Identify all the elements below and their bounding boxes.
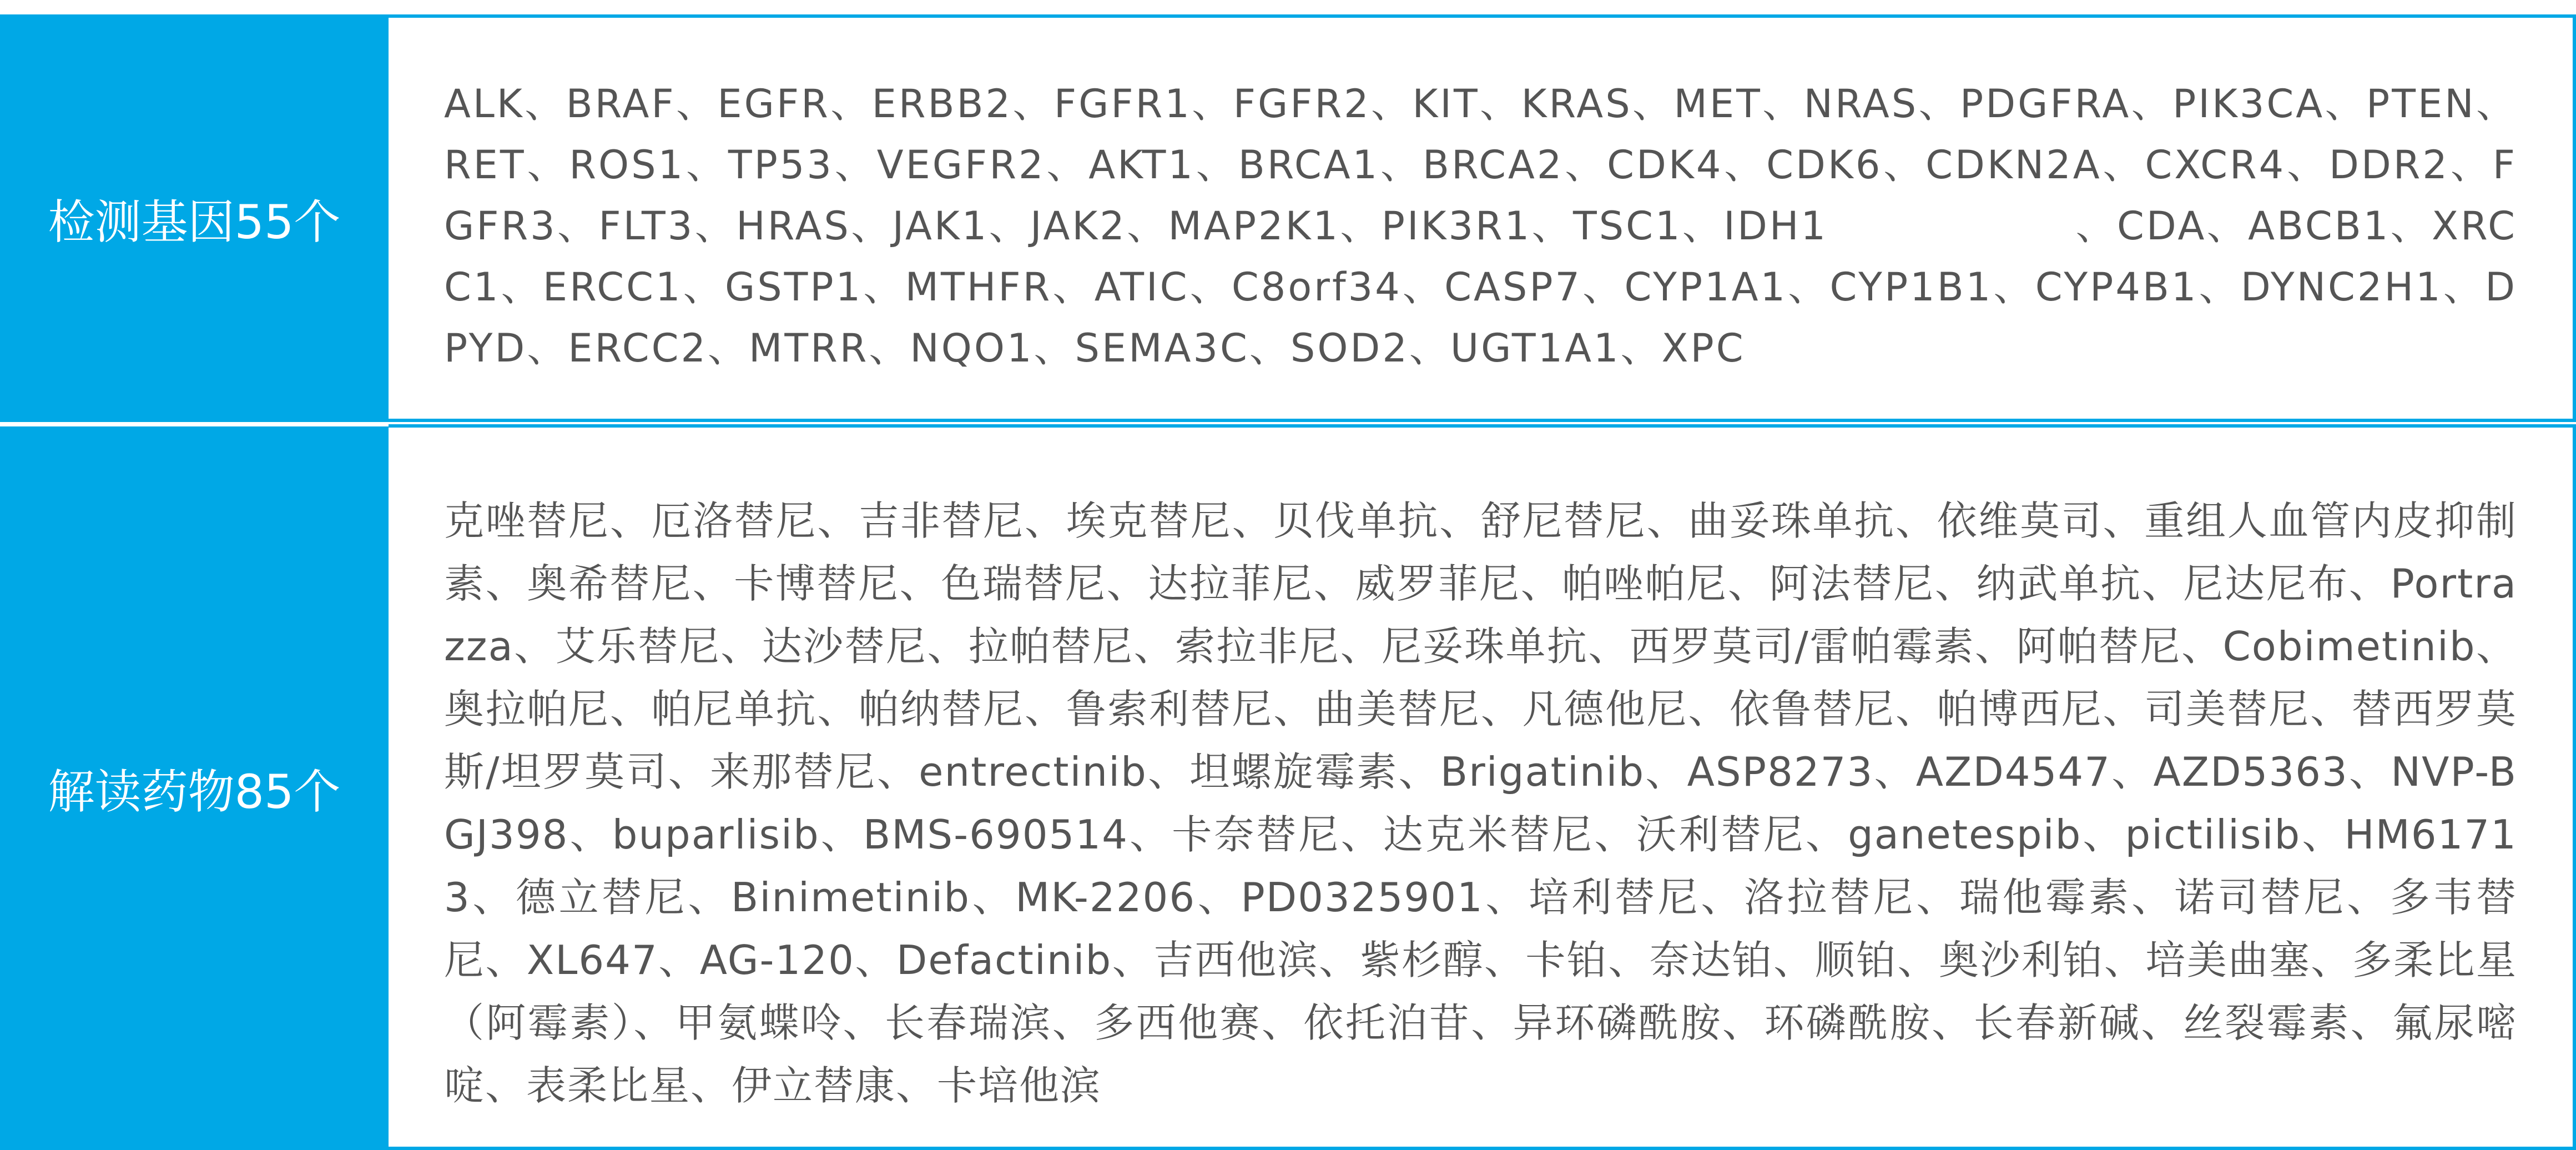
genes-row	[0, 0, 2576, 422]
drugs-row	[0, 422, 2576, 1150]
genes-content-cell	[389, 14, 2576, 422]
bottom-rule	[0, 1145, 355, 1148]
row-divider	[0, 422, 389, 426]
drugs-list: 克唑替尼、厄洛替尼、吉非替尼、埃克替尼、贝伐单抗、舒尼替尼、曲妥珠单抗、依维莫司、重组人血管内皮抑制素、奥希替尼、卡博替尼、色瑞替尼、达拉菲尼、威罗菲尼、帕唑帕尼、阿法替尼、纳武单抗、尼达尼布、Portrazza、艾乐替尼、达沙替尼、拉帕替尼、索拉非尼、尼妥珠单抗、西罗莫司/雷帕霉素、阿帕替尼、Cobimetinib、奥拉帕尼、帕尼单抗、帕纳替尼、鲁索利替尼、曲美替尼、凡德他尼、依鲁替尼、帕博西尼、司美替尼、替西罗莫斯/坦罗莫司、来那替尼、entrectinib、坦螺旋霉素、Brigatinib、ASP8273、AZD4547、AZD5363、NVP-BGJ398、buparlisib、BMS-690514、卡奈替尼、达克米替尼、沃利替尼、ganetespib、pictilisib、HM61713、德立替尼、Binimetinib、MK-2206、PD0325901、培利替尼、洛拉替尼、瑞他霉素、诺司替尼、多韦替尼、XL647、AG-120、Defactinib、吉西他滨、紫杉醇、卡铂、奈达铂、顺铂、奥沙利铂、培美曲塞、多柔比星（阿霉素）、甲氨蝶呤、长春瑞滨、多西他赛、依托泊苷、异环磷酰胺、环磷酰胺、长春新碱、丝裂霉素、氟尿嘧啶、表柔比星、伊立替康、卡培他滨	[444, 498, 2517, 1109]
drugs-label: 解读药物85个	[48, 765, 341, 819]
genes-label-cell	[0, 14, 389, 422]
genes-list: ALK、BRAF、EGFR、ERBB2、FGFR1、FGFR2、KIT、KRAS、MET、NRAS、PDGFRA、PIK3CA、PTEN、RET、ROS1、TP53、VEGFR2、AKT1、BRCA1、BRCA2、CDK4、CDK6、CDKN2A、CXCR4、DDR2、FGFR3、FLT3、HRAS、JAK1、JAK2、MAP2K1、PIK3R1、TSC1、IDH1 、CDA、ABCB1、XRCC1、ERCC1、GSTP1、MTHFR、ATIC、C8orf34、CASP7、CYP1A1、CYP1B1、CYP4B1、DYNC2H1、DPYD、ERCC2、MTRR、NQO1、SEMA3C、SOD2、UGT1A1、XPC	[444, 81, 2517, 371]
genes-label: 检测基因55个	[48, 194, 341, 249]
drugs-content-cell	[389, 424, 2576, 1150]
drugs-label-cell	[0, 426, 389, 1150]
